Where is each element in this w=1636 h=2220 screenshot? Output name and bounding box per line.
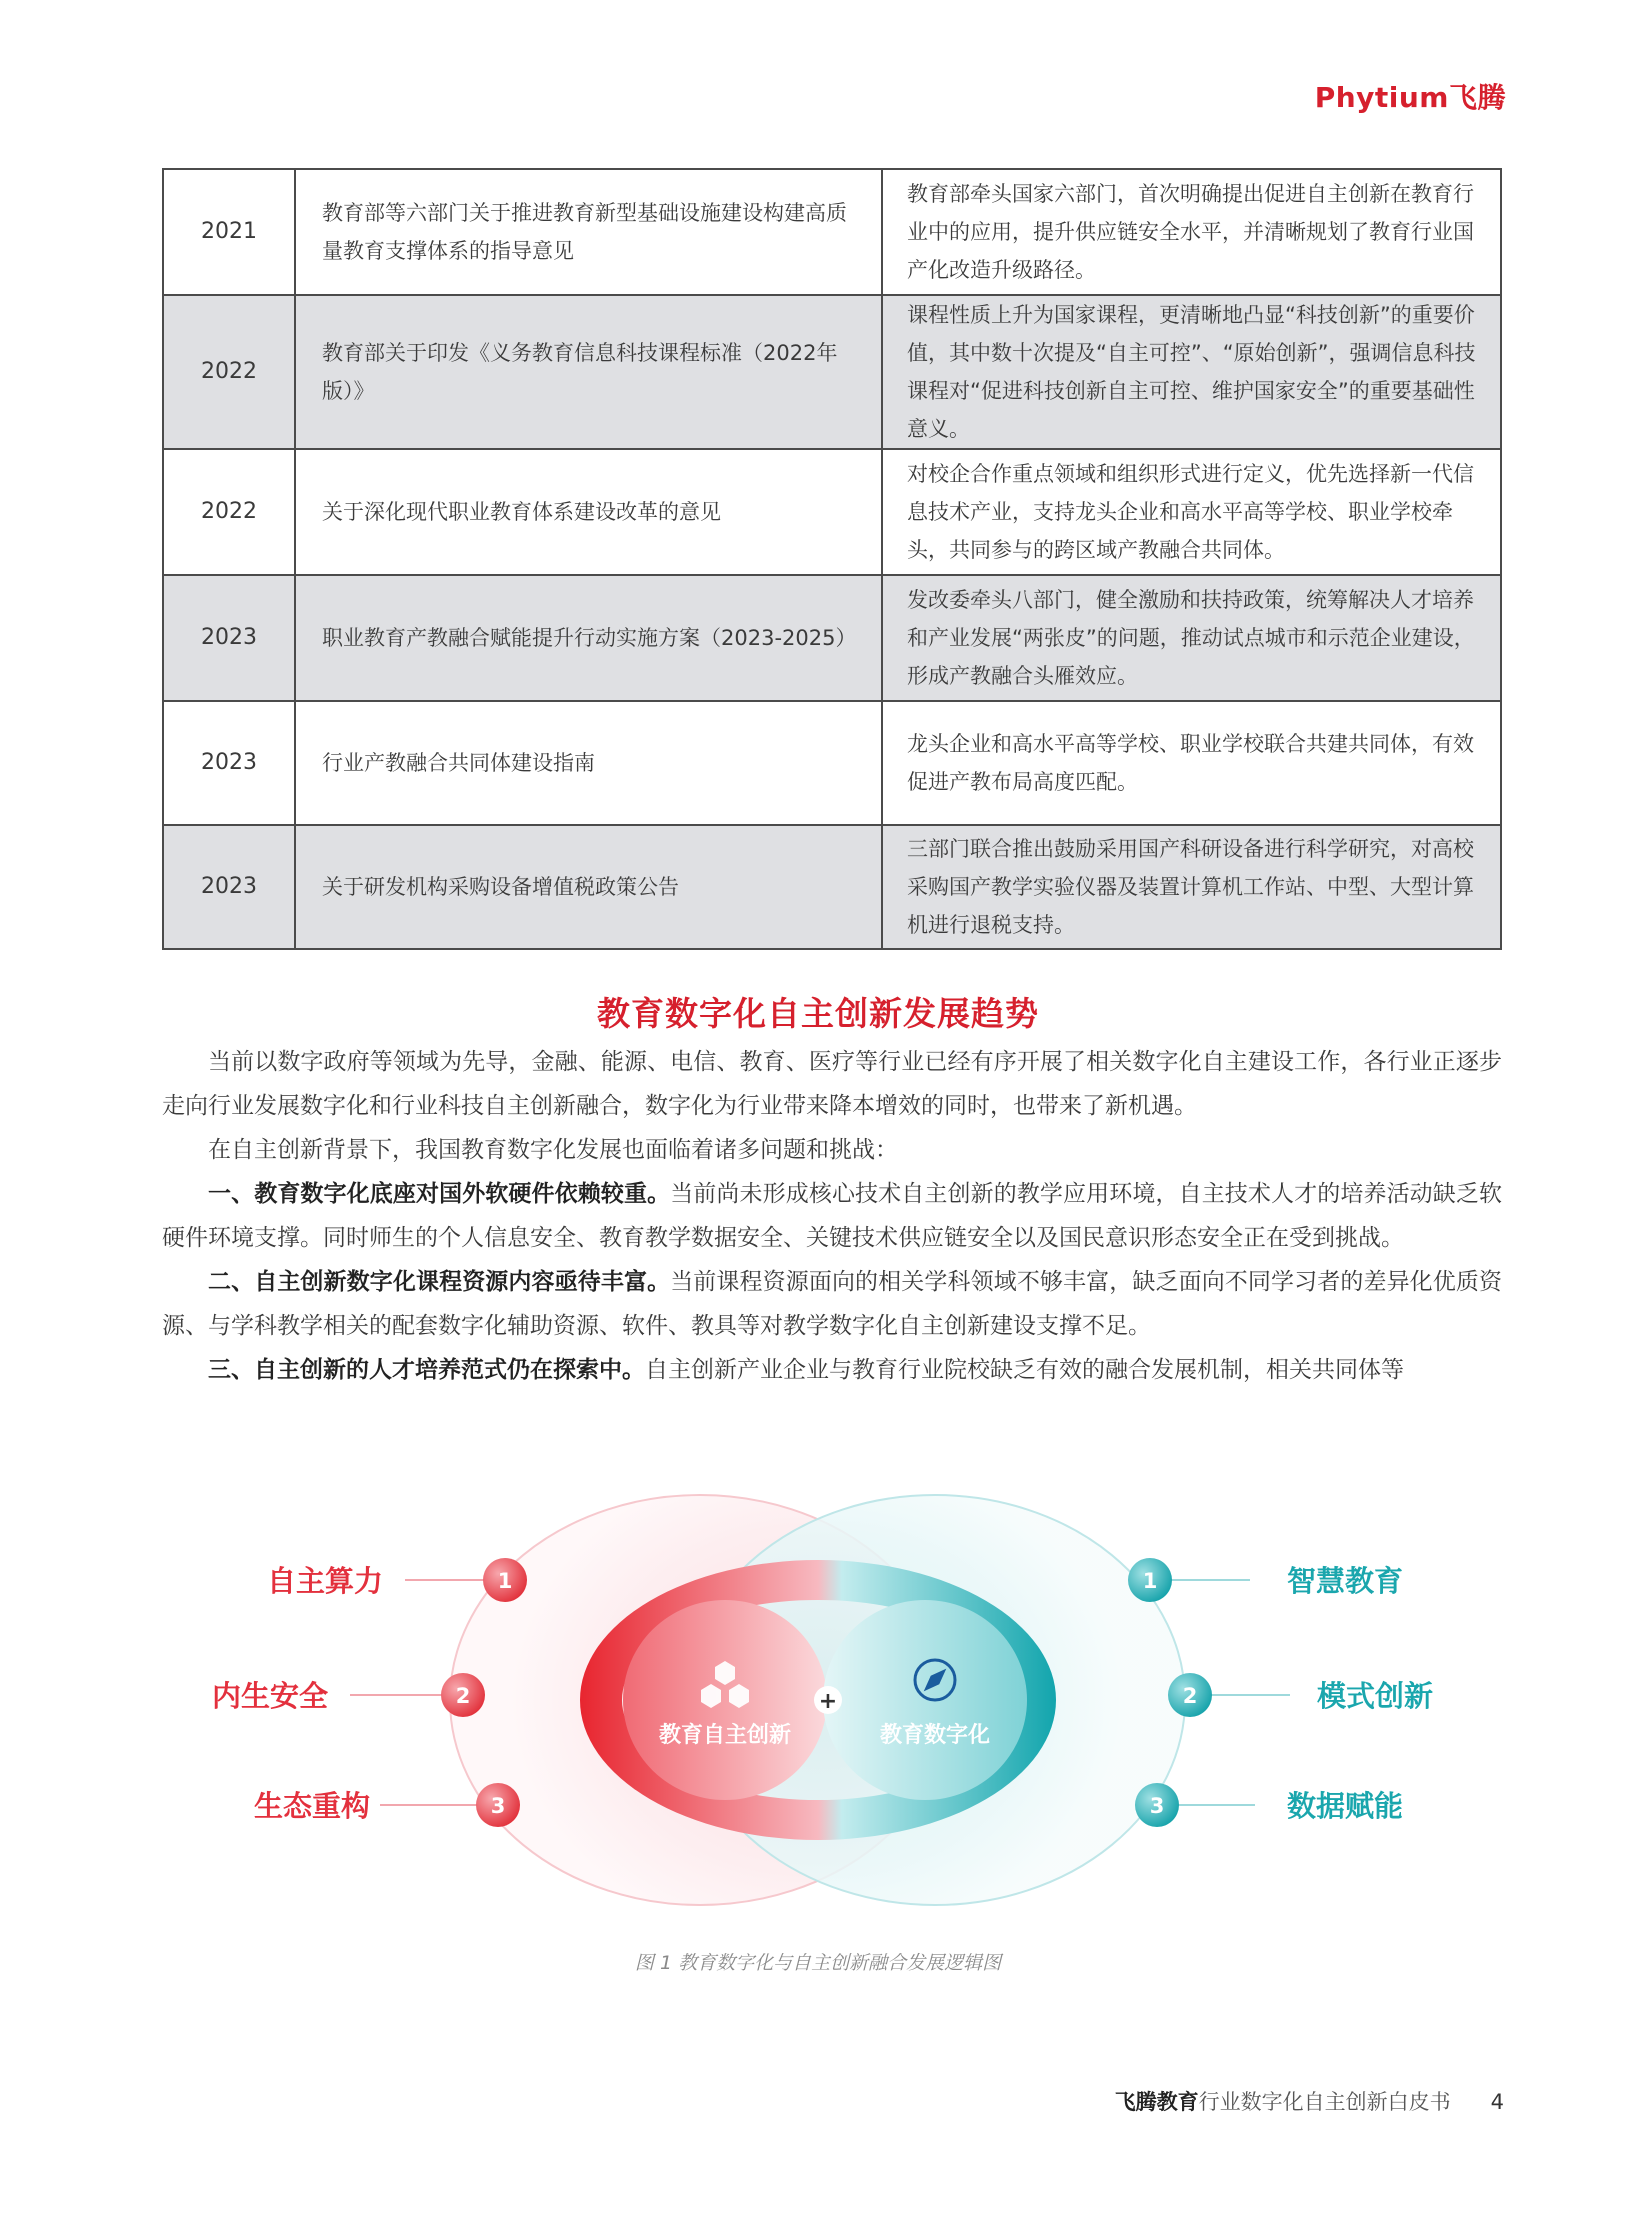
policy-desc-cell: 龙头企业和高水平高等学校、职业学校联合共建共同体，有效促进产教布局高度匹配。 bbox=[882, 701, 1501, 825]
policy-name-cell: 教育部等六部门关于推进教育新型基础设施建设构建高质量教育支撑体系的指导意见 bbox=[295, 169, 882, 295]
table-row bbox=[163, 169, 1501, 295]
left-label: 自主算力 bbox=[266, 1564, 384, 1598]
paragraph-heading: 一、教育数字化底座对国外软硬件依赖较重。 bbox=[208, 1181, 671, 1207]
right-center-label: 教育数字化 bbox=[879, 1723, 991, 1748]
number-badge bbox=[476, 1783, 520, 1827]
paragraph-heading: 二、自主创新数字化课程资源内容亟待丰富。 bbox=[208, 1269, 671, 1295]
policy-desc-cell: 教育部牵头国家六部门，首次明确提出促进自主创新在教育行业中的应用，提升供应链安全水平，并清晰规划了教育行业国产化改造升级路径。 bbox=[882, 169, 1501, 295]
number-badge bbox=[1168, 1673, 1212, 1717]
number-badge bbox=[1135, 1783, 1179, 1827]
svg-text:2: 2 bbox=[1182, 1684, 1198, 1708]
year-cell: 2023 bbox=[163, 575, 295, 701]
policy-name-cell: 行业产教融合共同体建设指南 bbox=[295, 701, 882, 825]
number-badge bbox=[483, 1558, 527, 1602]
year-cell: 2023 bbox=[163, 825, 295, 949]
number-badge bbox=[441, 1673, 485, 1717]
plus-sign: + bbox=[818, 1689, 838, 1714]
paragraph bbox=[162, 1348, 1502, 1392]
paragraph-text: 当前尚未形成核心技术自主创新的教学应用环境，自主技术人才的培养活动缺乏软硬件环境支撑。同时师生的个人信息安全、教育教学数据安全、关键技术供应链安全以及国民意识形态安全正在受到挑战。 bbox=[162, 1181, 1503, 1251]
paragraph-text: 自主创新产业企业与教育行业院校缺乏有效的融合发展机制，相关共同体等 bbox=[645, 1357, 1404, 1383]
right-label: 模式创新 bbox=[1316, 1679, 1434, 1713]
body-text bbox=[162, 1040, 1502, 1392]
footer-title: 行业数字化自主创新白皮书 bbox=[1198, 2090, 1451, 2114]
paragraph bbox=[162, 1260, 1502, 1348]
policy-name-cell: 关于研发机构采购设备增值税政策公告 bbox=[295, 825, 882, 949]
policy-name-cell: 职业教育产教融合赋能提升行动实施方案（2023-2025） bbox=[295, 575, 882, 701]
policy-name-cell: 关于深化现代职业教育体系建设改革的意见 bbox=[295, 449, 882, 575]
paragraph: 在自主创新背景下，我国教育数字化发展也面临着诸多问题和挑战： bbox=[208, 1137, 898, 1163]
year-cell: 2021 bbox=[163, 169, 295, 295]
table-row bbox=[163, 295, 1501, 449]
left-label: 内生安全 bbox=[211, 1679, 329, 1713]
section-title: 教育数字化自主创新发展趋势 bbox=[597, 994, 1039, 1033]
year-cell: 2023 bbox=[163, 701, 295, 825]
right-label: 智慧教育 bbox=[1286, 1564, 1404, 1598]
table-row bbox=[163, 825, 1501, 949]
policy-desc-cell: 对校企合作重点领域和组织形式进行定义，优先选择新一代信息技术产业，支持龙头企业和高水平高等学校、职业学校牵头，共同参与的跨区域产教融合共同体。 bbox=[882, 449, 1501, 575]
policy-desc-cell: 三部门联合推出鼓励采用国产科研设备进行科学研究，对高校采购国产教学实验仪器及装置计算机工作站、中型、大型计算机进行退税支持。 bbox=[882, 825, 1501, 949]
policy-desc-cell: 发改委牵头八部门，健全激励和扶持政策，统筹解决人才培养和产业发展“两张皮”的问题，推动试点城市和示范企业建设，形成产教融合头雁效应。 bbox=[882, 575, 1501, 701]
year-cell: 2022 bbox=[163, 449, 295, 575]
fusion-diagram bbox=[0, 1460, 1636, 1920]
right-label: 数据赋能 bbox=[1286, 1789, 1404, 1823]
year-cell: 2022 bbox=[163, 295, 295, 449]
policy-desc-cell: 课程性质上升为国家课程，更清晰地凸显“科技创新”的重要价值，其中数十次提及“自主可控”、“原始创新”，强调信息科技课程对“促进科技创新自主可控、维护国家安全”的重要基础性意义。 bbox=[882, 295, 1501, 449]
paragraph-heading: 三、自主创新的人才培养范式仍在探索中。 bbox=[208, 1357, 645, 1383]
policy-name-cell: 教育部关于印发《义务教育信息科技课程标准（2022年版）》 bbox=[295, 295, 882, 449]
page-footer bbox=[1115, 2086, 1504, 2116]
policy-table bbox=[162, 168, 1502, 950]
left-inner-lobe bbox=[623, 1600, 827, 1800]
paragraph-text: 当前课程资源面向的相关学科领域不够丰富，缺乏面向不同学习者的差异化优质资源、与学科教学相关的配套数字化辅助资源、软件、教具等对教学数字化自主创新建设支撑不足。 bbox=[162, 1269, 1503, 1339]
table-row bbox=[163, 575, 1501, 701]
paragraph bbox=[162, 1172, 1502, 1260]
footer-brand: 飞腾教育 bbox=[1114, 2090, 1199, 2114]
phytium-logo: Phytium飞腾 bbox=[1314, 81, 1506, 114]
svg-text:3: 3 bbox=[490, 1794, 506, 1818]
left-label: 生态重构 bbox=[253, 1789, 371, 1823]
number-badge bbox=[1128, 1558, 1172, 1602]
table-row bbox=[163, 449, 1501, 575]
svg-text:2: 2 bbox=[455, 1684, 471, 1708]
svg-text:3: 3 bbox=[1149, 1794, 1165, 1818]
svg-text:1: 1 bbox=[1142, 1569, 1158, 1593]
left-center-label: 教育自主创新 bbox=[658, 1723, 792, 1748]
table-row bbox=[163, 701, 1501, 825]
figure-caption: 图 1 教育数字化与自主创新融合发展逻辑图 bbox=[634, 1952, 1002, 1974]
page-number: 4 bbox=[1490, 2090, 1504, 2114]
right-inner-lobe bbox=[823, 1600, 1027, 1800]
svg-text:1: 1 bbox=[497, 1569, 513, 1593]
paragraph: 当前以数字政府等领域为先导，金融、能源、电信、教育、医疗等行业已经有序开展了相关数字化自主建设工作，各行业正逐步走向行业发展数字化和行业科技自主创新融合，数字化为行业带来降本增效的同时，也带来了新机遇。 bbox=[162, 1049, 1502, 1119]
